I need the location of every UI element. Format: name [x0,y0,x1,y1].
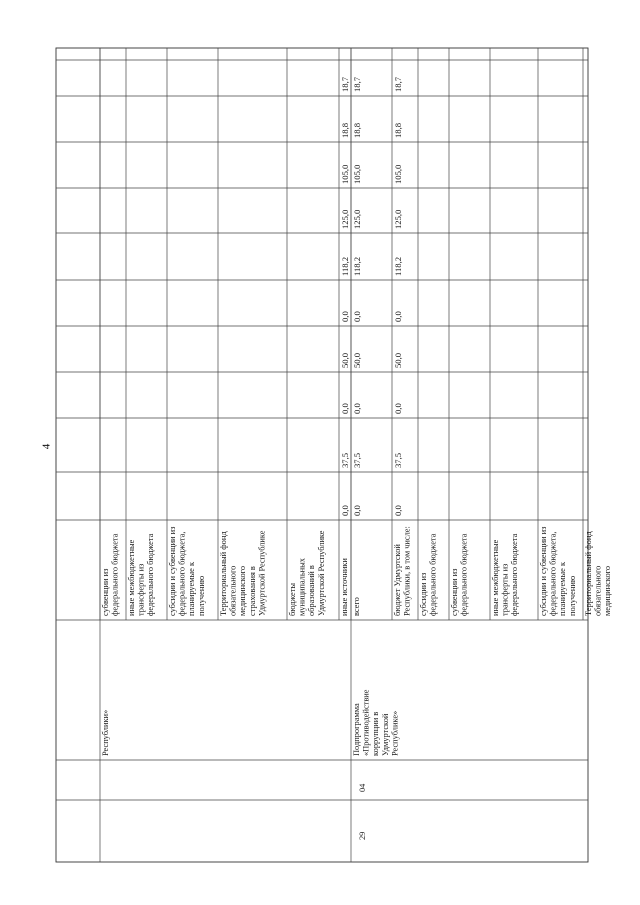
table-grid [56,48,588,862]
funding-source: федерального бюджета [510,533,520,616]
funding-source: субвенции из [450,568,459,616]
budget-value: 50,0 [352,352,362,368]
funding-source: трансферты из [136,563,146,616]
program-name: Республики» [101,709,110,756]
funding-source: планируемые к [558,561,568,616]
budget-value: 50,0 [340,352,350,368]
budget-value: 105,0 [352,164,362,184]
program-name: Подпрограмма [352,703,361,756]
funding-source: Территориальный фонд [219,531,228,616]
funding-source: федерального бюджета [146,533,156,616]
budget-value: 125,0 [340,209,350,229]
budget-value: 18,7 [393,76,403,92]
budget-value: 0,0 [393,505,403,516]
funding-source: федерального бюджета [110,533,120,616]
funding-source: Республики, в том числе: [402,526,412,616]
funding-source: субсидии из [419,572,428,616]
funding-source: медицинского [238,565,248,616]
budget-value: 0,0 [352,311,362,322]
funding-source: Удмуртской Республике [257,530,267,616]
funding-source: субсидии и субвенции из [168,526,177,616]
funding-source: федерального бюджета, [548,531,558,616]
budget-value: 0,0 [393,403,403,414]
program-name: Удмуртской [380,713,390,756]
budget-value: 0,0 [393,311,403,322]
funding-source: планируемые к [187,561,197,616]
funding-source: страхования в [247,566,257,616]
budget-value: 118,2 [352,256,362,276]
page-number: 4 [40,443,53,450]
funding-source: субсидии и субвенции из [539,526,548,616]
funding-source: иные межбюджетные [491,539,500,616]
funding-source: обязательного [593,565,603,616]
budget-value: 0,0 [352,403,362,414]
budget-value: 118,2 [340,256,350,276]
budget-value: 18,8 [352,122,362,138]
budget-value: 37,5 [340,452,350,468]
funding-source: иные межбюджетные [127,539,136,616]
funding-source: бюджеты [288,582,297,616]
table-frame [56,48,588,862]
funding-source: иные источники [340,558,349,616]
funding-source: бюджет Удмуртской [393,544,402,616]
program-name: коррупции в [371,711,381,756]
row-number: 29 [358,831,367,840]
subprogram-code: 04 [358,783,367,792]
budget-value: 50,0 [393,352,403,368]
budget-value: 0,0 [340,311,350,322]
funding-source: образований в [307,565,317,616]
funding-source: Территориальный фонд [584,531,593,616]
program-name: Республике» [390,710,400,756]
budget-value: 105,0 [340,164,350,184]
funding-source: медицинского [603,565,613,616]
funding-source: всего [352,597,361,616]
funding-source: получению [567,575,577,616]
budget-value: 125,0 [393,209,403,229]
funding-source: субвенции из [101,568,110,616]
budget-value: 125,0 [352,209,362,229]
program-name: «Противодействие [361,689,371,756]
budget-value: 18,8 [340,122,350,138]
funding-source: трансферты из [500,563,510,616]
budget-value: 18,8 [393,122,403,138]
funding-source: Удмуртской Республике [316,530,326,616]
budget-value: 0,0 [352,505,362,516]
budget-value: 118,2 [393,256,403,276]
budget-value: 18,7 [352,76,362,92]
budget-value: 18,7 [340,76,350,92]
funding-source: получению [196,575,206,616]
funding-source: федерального бюджета, [177,531,187,616]
budget-value: 0,0 [340,403,350,414]
funding-source: обязательного [228,565,238,616]
budget-value: 37,5 [393,452,403,468]
budget-value: 105,0 [393,164,403,184]
funding-source: федерального бюджета [428,533,438,616]
budget-value: 37,5 [352,452,362,468]
table-cells [101,76,612,840]
budget-value: 0,0 [340,505,350,516]
funding-source: муниципальных [297,558,307,616]
funding-source: федерального бюджета [459,533,469,616]
